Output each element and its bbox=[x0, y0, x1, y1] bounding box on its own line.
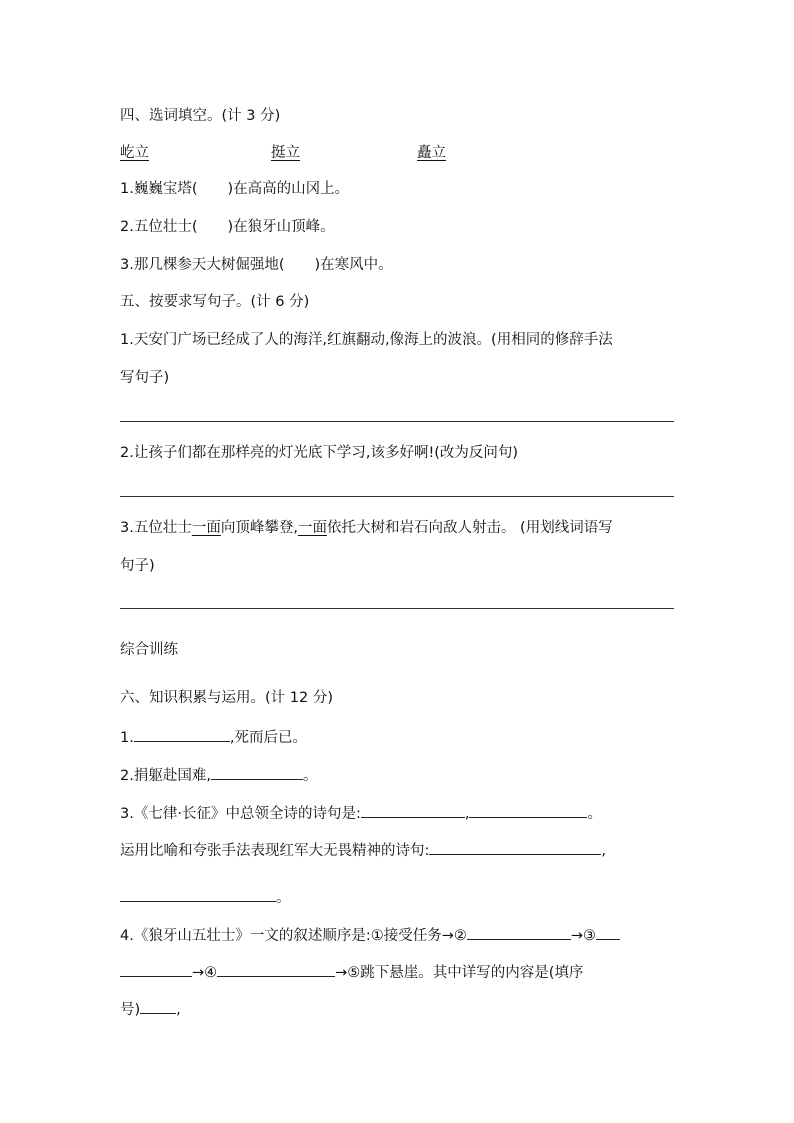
word-option-3: 矗立 bbox=[417, 145, 446, 161]
q4-arrow-4: →④ bbox=[192, 965, 218, 981]
section-6-heading: 六、知识积累与运用。(计 12 分) bbox=[120, 690, 333, 706]
q3b-blank-1[interactable] bbox=[429, 839, 601, 855]
q4-arrow-3: →③ bbox=[570, 928, 597, 944]
fill-item-1-before: 1.巍巍宝塔( bbox=[120, 181, 198, 197]
fill-item-3 bbox=[120, 255, 393, 275]
q4-blank-2[interactable] bbox=[467, 924, 571, 940]
fill-item-2-after: )在狼牙山顶峰。 bbox=[227, 219, 335, 235]
q3-blank-2[interactable] bbox=[469, 802, 587, 818]
q3c-end: 。 bbox=[276, 890, 291, 906]
q4-comma: , bbox=[176, 1002, 181, 1018]
word-option-1: 屹立 bbox=[120, 145, 149, 161]
q2-blank[interactable] bbox=[211, 764, 303, 780]
section-title: 综合训练 bbox=[120, 642, 178, 658]
word-option-2: 挺立 bbox=[271, 145, 300, 161]
q4-blank-3-start[interactable] bbox=[596, 924, 620, 940]
answer-line-2[interactable] bbox=[120, 496, 674, 497]
rewrite-q3-line1 bbox=[120, 518, 613, 538]
answer-line-3[interactable] bbox=[120, 608, 674, 609]
q1-number: 1. bbox=[120, 730, 134, 746]
q1-blank[interactable] bbox=[134, 726, 230, 742]
q3-text-3: 依托大树和岩石向敌人射击。 (用划线词语写 bbox=[326, 520, 613, 536]
knowledge-q4-line1 bbox=[120, 924, 620, 946]
fill-item-3-before: 3.那几棵参天大树倔强地( bbox=[120, 257, 285, 273]
q3b-blank-2[interactable] bbox=[120, 886, 276, 902]
knowledge-q3 bbox=[120, 802, 602, 824]
q3-end: 。 bbox=[587, 806, 602, 822]
q4-blank-4[interactable] bbox=[217, 961, 335, 977]
q4-blank-3-end[interactable] bbox=[120, 961, 192, 977]
knowledge-q4-line3 bbox=[120, 998, 181, 1020]
q4-prompt: 4.《狼牙山五壮士》一文的叙述顺序是:①接受任务→② bbox=[120, 928, 467, 944]
q3-text-2: 向顶峰攀登, bbox=[220, 520, 298, 536]
rewrite-q2: 2.让孩子们都在那样亮的灯光底下学习,该多好啊!(改为反问句) bbox=[120, 445, 519, 461]
rewrite-q1-line1: 1.天安门广场已经成了人的海洋,红旗翻动,像海上的波浪。(用相同的修辞手法 bbox=[120, 332, 613, 348]
answer-line-1[interactable] bbox=[120, 421, 674, 422]
q1-text: ,死而后已。 bbox=[229, 730, 307, 746]
fill-item-1 bbox=[120, 179, 349, 199]
q4-number-label: 号) bbox=[120, 1002, 141, 1018]
fill-item-2 bbox=[120, 217, 335, 237]
q4-step-5-text: →⑤跳下悬崖。其中详写的内容是(填序 bbox=[335, 965, 584, 981]
fill-item-1-after: )在高高的山冈上。 bbox=[227, 181, 350, 197]
knowledge-q1 bbox=[120, 726, 307, 748]
knowledge-q3b bbox=[120, 839, 606, 861]
q3b-prompt: 运用比喻和夸张手法表现红军大无畏精神的诗句: bbox=[120, 843, 430, 859]
q3-comma: , bbox=[464, 806, 470, 822]
rewrite-q3-line2: 句子) bbox=[120, 558, 155, 574]
rewrite-q1-line2: 写句子) bbox=[120, 370, 170, 386]
q3b-comma: , bbox=[601, 843, 606, 859]
q3-underlined-word-1: 一面 bbox=[191, 520, 221, 536]
q3-prompt: 3.《七律·长征》中总领全诗的诗句是: bbox=[120, 806, 361, 822]
section-5-heading: 五、按要求写句子。(计 6 分) bbox=[120, 294, 310, 310]
q4-detail-blank[interactable] bbox=[140, 998, 176, 1014]
knowledge-q2 bbox=[120, 764, 317, 786]
q2-text: 2.捐躯赴国难, bbox=[120, 768, 211, 784]
fill-item-2-before: 2.五位壮士( bbox=[120, 219, 198, 235]
knowledge-q4-line2 bbox=[120, 961, 583, 983]
q2-end: 。 bbox=[302, 768, 318, 784]
q3-blank-1[interactable] bbox=[361, 802, 465, 818]
fill-item-3-after: )在寒风中。 bbox=[314, 257, 393, 273]
section-4-heading: 四、选词填空。(计 3 分) bbox=[120, 108, 281, 124]
q3-text-1: 3.五位壮士 bbox=[120, 520, 192, 536]
knowledge-q3c bbox=[120, 886, 291, 908]
q3-underlined-word-2: 一面 bbox=[297, 520, 327, 536]
